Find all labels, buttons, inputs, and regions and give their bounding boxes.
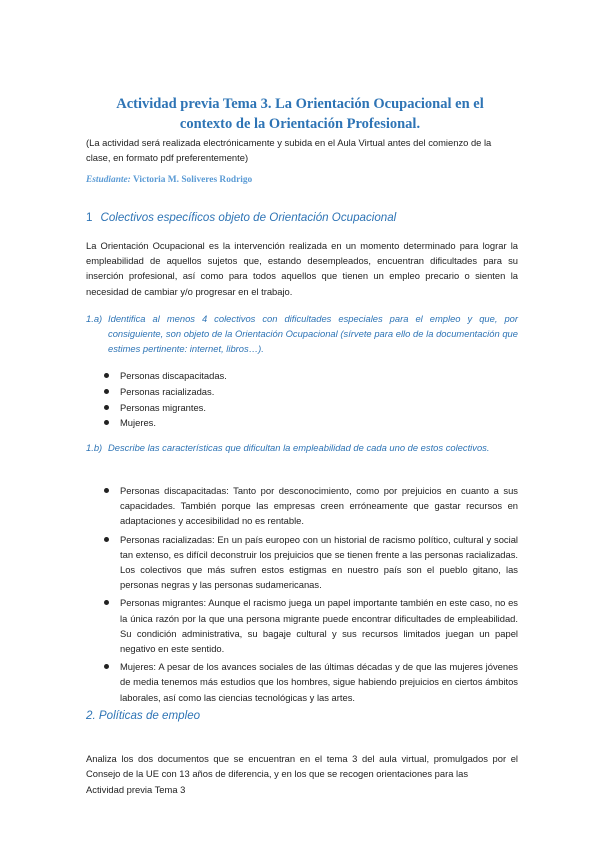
section-2-heading (86, 709, 200, 722)
list-item-text: Mujeres. (120, 417, 156, 429)
list-item-text: Personas migrantes: Aunque el racismo juega un papel importante también en este caso, no es la única razón por la que una persona migrante puede encontrar dificultades de empleabilidad. Su condición administrativa, su bagaje cultural y sus recursos limitados juegan un papel negativo en este sentido. (120, 597, 518, 655)
section-1-paragraph: La Orientación Ocupacional es la intervención realizada en un momento determinado para lograr la empleabilidad de aquellos sujetos que, estando desempleados, encuentran dificultades para su inserción profesional, así como para todos aquellos que tienen un empleo precario o sienten la necesidad de cambiar y/o progresar en el trabajo. (86, 240, 518, 297)
bullet-icon (104, 405, 109, 410)
instructions-note: (La actividad será realizada electrónicamente y subida en el Aula Virtual antes del comienzo de la clase, en formato pdf preferentemente) (86, 137, 492, 163)
list-item (104, 415, 518, 430)
list-item (104, 400, 518, 415)
list-item-text: Personas migrantes. (120, 401, 206, 413)
title-line-1: Actividad previa Tema 3. La Orientación Ocupacional en el (116, 96, 484, 112)
collectives-list (104, 368, 518, 431)
question-1a (86, 311, 518, 357)
section-2-number: 2. (86, 709, 96, 722)
bullet-icon (104, 600, 109, 605)
bullet-icon (104, 537, 109, 542)
list-item (104, 368, 518, 383)
bullet-icon (104, 488, 109, 493)
title-line-2: contexto de la Orientación Profesional. (179, 116, 421, 132)
section-2-title: Políticas de empleo (98, 709, 201, 722)
bullet-icon (104, 373, 109, 378)
section-1-heading (86, 211, 396, 224)
question-1b-text: Describe las características que dificultan la empleabilidad de cada uno de estos colectivos. (108, 442, 490, 453)
list-item (104, 384, 518, 399)
student-label: Estudiante: (86, 175, 131, 185)
student-line (86, 175, 252, 185)
list-item (104, 483, 518, 529)
section-1-title: Colectivos específicos objeto de Orientación Ocupacional (100, 211, 397, 224)
question-1a-text: Identifica al menos 4 colectivos con dificultades especiales para el empleo y que, por consiguiente, son objeto de la Orientación Ocupacional (sírvete para ello de la documentación que estimes pertinente: internet, libros…). (108, 313, 518, 355)
list-item-text: Personas discapacitadas. (120, 370, 227, 381)
list-item (104, 659, 518, 705)
section-1-number: 1 (86, 211, 93, 224)
page-footer: Actividad previa Tema 3 (86, 784, 186, 795)
bullet-icon (104, 664, 109, 669)
question-1b-number: 1.b) (86, 442, 103, 453)
bullet-icon (104, 389, 109, 394)
question-1b (86, 440, 518, 455)
student-name: Victoria M. Soliveres Rodrigo (133, 175, 253, 185)
document-title (60, 94, 540, 134)
list-item-text: Personas discapacitadas: Tanto por desconocimiento, como por prejuicios en cuanto a sus capacidades. También porque las empresas creen erróneamente que gastar recursos en adaptaciones y accesibilidad no es rentable. (120, 485, 518, 527)
question-1a-number: 1.a) (86, 313, 103, 324)
list-item (104, 532, 518, 593)
characteristics-list (104, 483, 518, 708)
list-item-text: Personas racializadas: En un país europeo con un historial de racismo político, cultural y social tan extenso, es difícil deconstruir los prejuicios que se tienen frente a las personas racializadas. Los colectivos que más sufren estos estigmas en nuestro país son el pueblo gitano, las personas negras y las personas sudamericanas. (120, 533, 518, 591)
bullet-icon (104, 420, 109, 425)
list-item-text: Mujeres: A pesar de los avances sociales de las últimas décadas y de que las mujeres jóvenes de media tenemos más estudios que los hombres, sigue habiendo prejuicios en ciertos ámbitos laborales, así como las ciencias tecnológicas y las artes. (120, 661, 518, 703)
list-item (104, 595, 518, 656)
list-item-text: Personas racializadas. (120, 385, 215, 397)
section-2-paragraph: Analiza los dos documentos que se encuentran en el tema 3 del aula virtual, promulgados por el Consejo de la UE con 13 años de diferencia, y en los que se recogen orientaciones para las (86, 753, 518, 780)
